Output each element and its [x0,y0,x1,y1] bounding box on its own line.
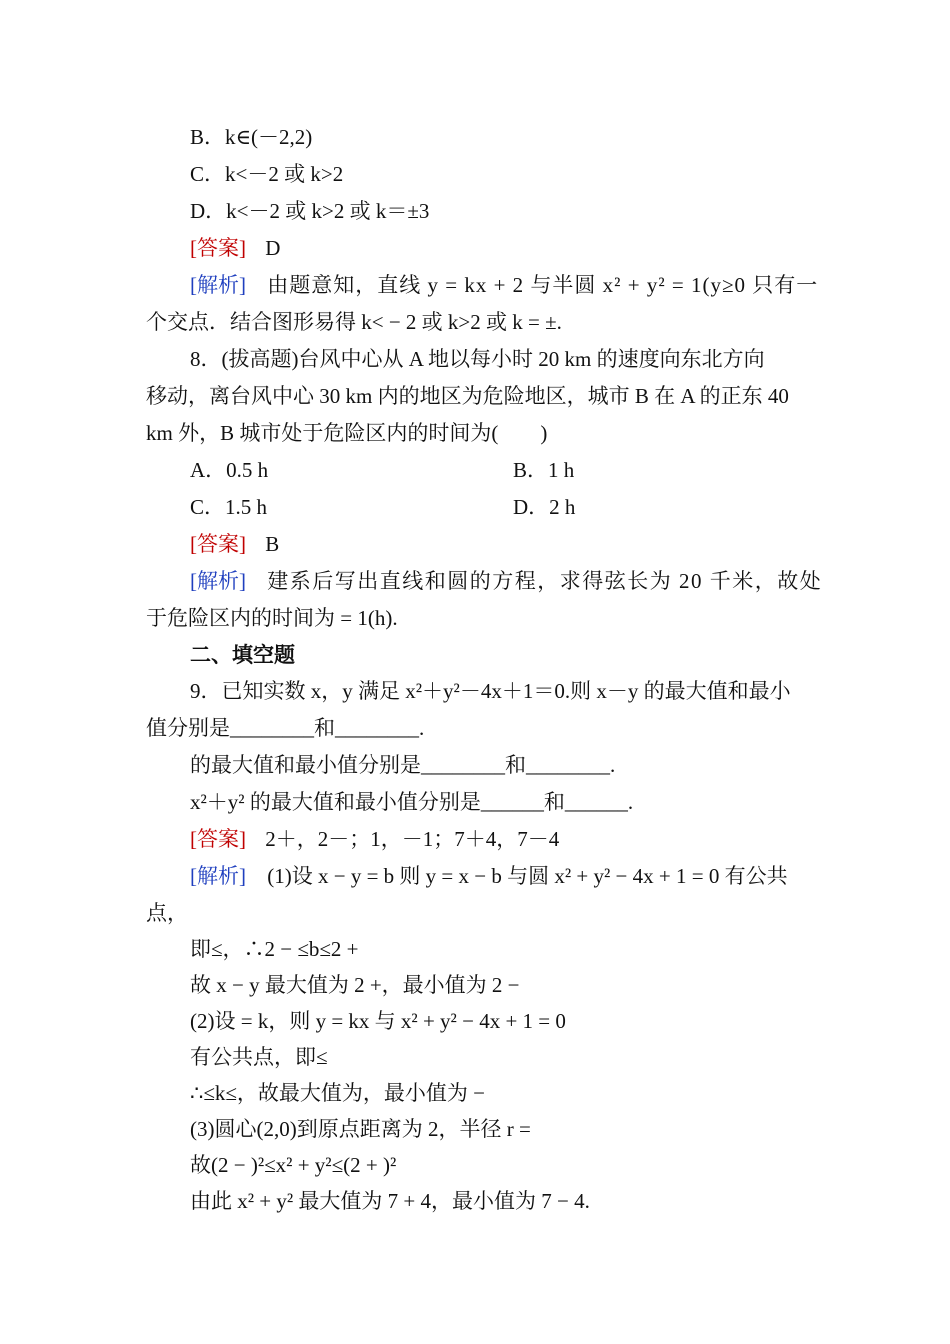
q9-analysis-line4: 故 x − y 最大值为 2 +，最小值为 2 − [190,973,520,997]
q7-option-b: B．k∈(－2,2) [190,125,313,149]
q8-option-c: C．1.5 h [190,495,268,519]
q9-analysis-line3: 即≤，∴2 − ≤b≤2 + [190,937,359,961]
analysis-tag: [解析] [190,864,246,888]
section-heading: 二、填空题 [190,643,295,667]
q8-option-d: D．2 h [513,495,576,519]
q9-answer [190,824,559,854]
q8-option-b: B．1 h [513,458,575,482]
q7-analysis-line2: 个交点．结合图形易得 k< − 2 或 k>2 或 k = ±. [146,310,562,334]
q7-answer [190,233,280,263]
analysis-text: 由题意知，直线 y = kx + 2 与半圆 x² + y² = 1(y≥0 只有一 [267,273,819,297]
answer-tag: [答案] [190,532,246,556]
q7-option-c: C．k<－2 或 k>2 [190,162,344,186]
answer-tag: [答案] [190,236,246,260]
q9-analysis-line7: ∴≤k≤，故最大值为，最小值为 − [190,1081,486,1105]
q9-stem-line2: 值分别是________和________. [146,716,425,740]
q7-option-d: D．k<－2 或 k>2 或 k＝±3 [190,199,430,223]
q9-analysis-line8: (3)圆心(2,0)到原点距离为 2，半径 r = [190,1117,531,1141]
q8-stem-line3: km 外，B 城市处于危险区内的时间为( ) [146,421,548,445]
q9-analysis-line10: 由此 x² + y² 最大值为 7 + 4，最小值为 7 − 4. [190,1189,590,1213]
q8-analysis-line1 [190,566,822,596]
q9-stem-line3: 的最大值和最小值分别是________和________. [190,753,616,777]
answer-value: 2＋，2－；1，－1；7＋4，7－4 [265,827,560,851]
q9-analysis-line5: (2)设 = k，则 y = kx 与 x² + y² − 4x + 1 = 0 [190,1009,566,1033]
q8-stem-line1: 8．(拔高题)台风中心从 A 地以每小时 20 km 的速度向东北方向 [190,347,765,371]
analysis-tag: [解析] [190,569,246,593]
analysis-text: 建系后写出直线和圆的方程，求得弦长为 20 千米，故处 [267,569,823,593]
q9-analysis-line9: 故(2 − )²≤x² + y²≤(2 + )² [190,1153,397,1177]
q9-stem-line4: x²＋y² 的最大值和最小值分别是______和______. [190,790,634,814]
q9-analysis-line6: 有公共点，即≤ [190,1045,328,1069]
q8-answer [190,529,279,559]
q7-analysis-line1 [190,270,819,300]
q9-stem-line1: 9．已知实数 x，y 满足 x²＋y²－4x＋1＝0.则 x－y 的最大值和最小 [190,679,791,703]
answer-value: D [265,236,281,260]
q9-analysis-line2: 点， [146,901,188,925]
q8-option-a: A．0.5 h [190,458,269,482]
q8-stem-line2: 移动，离台风中心 30 km 内的地区为危险地区，城市 B 在 A 的正东 40 [146,384,789,408]
answer-value: B [265,532,280,556]
q8-analysis-line2: 于危险区内的时间为 = 1(h). [146,606,398,630]
q9-analysis-line1 [190,861,788,891]
answer-tag: [答案] [190,827,246,851]
analysis-text: (1)设 x − y = b 则 y = x − b 与圆 x² + y² − 4x + 1 = 0 有公共 [267,864,788,888]
analysis-tag: [解析] [190,273,246,297]
